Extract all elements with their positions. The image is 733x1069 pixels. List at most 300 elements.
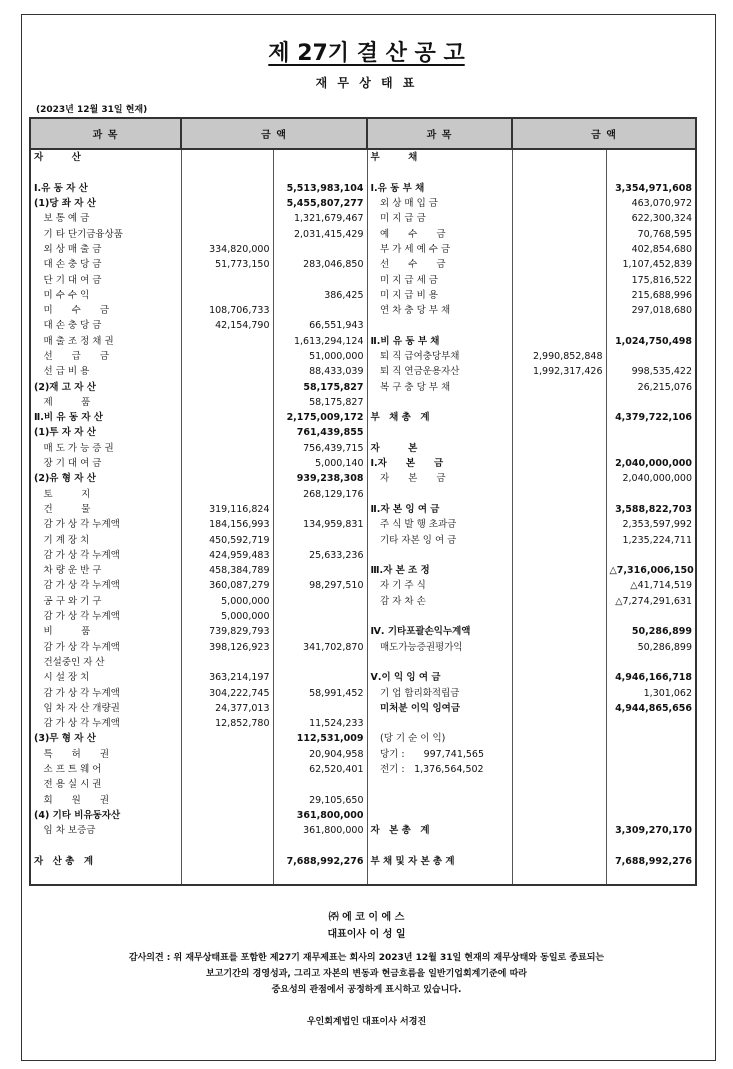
left-account: Ⅱ.비 유 동 자 산 xyxy=(30,410,181,425)
right-total-amount: △7,316,006,150 xyxy=(606,563,696,578)
right-detail-amount xyxy=(512,410,606,425)
right-detail-amount xyxy=(512,548,606,563)
table-row xyxy=(30,226,696,241)
right-total-amount: △7,274,291,631 xyxy=(606,594,696,609)
right-detail-amount xyxy=(512,747,606,762)
left-detail-amount xyxy=(181,747,273,762)
left-total-amount: 5,513,983,104 xyxy=(273,181,367,196)
right-detail-amount xyxy=(512,395,606,410)
right-total-amount: △41,714,519 xyxy=(606,578,696,593)
table-row xyxy=(30,487,696,502)
left-total-amount xyxy=(273,838,367,853)
right-account: 선 수 금 xyxy=(367,257,512,272)
table-row xyxy=(30,869,696,885)
right-account: 연 차 충 당 부 채 xyxy=(367,303,512,318)
left-total-amount: 761,439,855 xyxy=(273,425,367,440)
table-row xyxy=(30,517,696,532)
left-total-amount: 58,175,827 xyxy=(273,379,367,394)
left-account: 미 수 금 xyxy=(30,303,181,318)
left-account: 감 가 상 각 누계액 xyxy=(30,716,181,731)
left-total-amount: 62,520,401 xyxy=(273,762,367,777)
table-row xyxy=(30,196,696,211)
right-detail-amount xyxy=(512,196,606,211)
left-account: 감 가 상 각 누계액 xyxy=(30,548,181,563)
right-account: 자 본 xyxy=(367,441,512,456)
left-detail-amount xyxy=(181,364,273,379)
left-account: 미 수 수 익 xyxy=(30,288,181,303)
left-detail-amount: 450,592,719 xyxy=(181,532,273,547)
right-detail-amount xyxy=(512,471,606,486)
left-account: 보 통 예 금 xyxy=(30,211,181,226)
right-total-amount: 2,353,597,992 xyxy=(606,517,696,532)
left-account: Ⅰ.유 동 자 산 xyxy=(30,181,181,196)
left-total-amount xyxy=(273,701,367,716)
table-row xyxy=(30,441,696,456)
left-detail-amount xyxy=(181,181,273,196)
ceo-name: 대표이사 이 성 일 xyxy=(327,929,406,940)
header-amount-right: 금 액 xyxy=(512,118,696,149)
right-account: 당기 : 997,741,565 xyxy=(367,747,512,762)
left-detail-amount xyxy=(181,410,273,425)
left-total-amount: 361,800,000 xyxy=(273,823,367,838)
left-detail-amount xyxy=(181,838,273,853)
left-account: 감 가 상 각 누계액 xyxy=(30,517,181,532)
right-detail-amount xyxy=(512,288,606,303)
left-detail-amount xyxy=(181,777,273,792)
left-total-amount xyxy=(273,594,367,609)
right-detail-amount xyxy=(512,609,606,624)
left-account: 차 량 운 반 구 xyxy=(30,563,181,578)
right-account xyxy=(367,792,512,807)
table-row xyxy=(30,425,696,440)
company-name: ㈜ 에 코 이 에 스 xyxy=(328,912,405,923)
right-total-amount: 998,535,422 xyxy=(606,364,696,379)
right-total-amount: 3,588,822,703 xyxy=(606,502,696,517)
table-row xyxy=(30,670,696,685)
left-total-amount xyxy=(273,272,367,287)
left-account: 매 도 가 능 증 권 xyxy=(30,441,181,456)
table-row xyxy=(30,471,696,486)
table-row xyxy=(30,624,696,639)
right-account: 미처분 이익 잉여금 xyxy=(367,701,512,716)
left-account: (2)재 고 자 산 xyxy=(30,379,181,394)
right-total-amount: 1,107,452,839 xyxy=(606,257,696,272)
right-detail-amount xyxy=(512,517,606,532)
table-row xyxy=(30,655,696,670)
right-detail-amount xyxy=(512,670,606,685)
right-total-amount: 3,354,971,608 xyxy=(606,181,696,196)
left-total-amount xyxy=(273,609,367,624)
left-account: 매 출 조 정 채 권 xyxy=(30,334,181,349)
left-total-amount xyxy=(273,624,367,639)
right-account: 미 지 급 금 xyxy=(367,211,512,226)
left-total-amount xyxy=(273,670,367,685)
left-detail-amount: 108,706,733 xyxy=(181,303,273,318)
opinion-line: 중요성의 관점에서 공정하게 표시하고 있습니다. xyxy=(271,985,462,995)
table-row xyxy=(30,823,696,838)
left-detail-amount xyxy=(181,149,273,165)
left-detail-amount xyxy=(181,762,273,777)
right-total-amount: 1,024,750,498 xyxy=(606,334,696,349)
left-account xyxy=(30,165,181,180)
right-account: 퇴 직 급여충당부채 xyxy=(367,349,512,364)
left-total-amount xyxy=(273,532,367,547)
right-total-amount: 297,018,680 xyxy=(606,303,696,318)
right-account xyxy=(367,808,512,823)
left-total-amount xyxy=(273,563,367,578)
right-account xyxy=(367,548,512,563)
left-total-amount: 134,959,831 xyxy=(273,517,367,532)
header-account-left: 과 목 xyxy=(30,118,181,149)
right-total-amount xyxy=(606,425,696,440)
right-account: 기 업 합리화적립금 xyxy=(367,685,512,700)
right-total-amount: 1,235,224,711 xyxy=(606,532,696,547)
table-row xyxy=(30,685,696,700)
table-row xyxy=(30,792,696,807)
table-row xyxy=(30,181,696,196)
left-detail-amount: 24,377,013 xyxy=(181,701,273,716)
left-detail-amount: 739,829,793 xyxy=(181,624,273,639)
right-account: 자 본 금 xyxy=(367,471,512,486)
right-total-amount: 4,944,865,656 xyxy=(606,701,696,716)
left-total-amount xyxy=(273,869,367,885)
right-detail-amount xyxy=(512,808,606,823)
left-detail-amount xyxy=(181,349,273,364)
right-detail-amount xyxy=(512,456,606,471)
right-detail-amount xyxy=(512,181,606,196)
right-detail-amount xyxy=(512,701,606,716)
left-total-amount: 2,031,415,429 xyxy=(273,226,367,241)
right-total-amount xyxy=(606,777,696,792)
left-detail-amount xyxy=(181,731,273,746)
left-total-amount: 51,000,000 xyxy=(273,349,367,364)
left-detail-amount: 458,384,789 xyxy=(181,563,273,578)
table-row xyxy=(30,165,696,180)
table-row xyxy=(30,410,696,425)
left-account: 건설중인 자 산 xyxy=(30,655,181,670)
right-total-amount xyxy=(606,395,696,410)
right-account: 감 자 차 손 xyxy=(367,594,512,609)
right-detail-amount xyxy=(512,334,606,349)
left-account: 임 차 보증금 xyxy=(30,823,181,838)
audit-opinion xyxy=(0,950,733,998)
table-row xyxy=(30,838,696,853)
right-detail-amount xyxy=(512,838,606,853)
right-detail-amount xyxy=(512,242,606,257)
right-detail-amount xyxy=(512,594,606,609)
left-account: (4) 기타 비유동자산 xyxy=(30,808,181,823)
right-account: 복 구 충 당 부 채 xyxy=(367,379,512,394)
left-account: 단 기 대 여 금 xyxy=(30,272,181,287)
left-detail-amount xyxy=(181,379,273,394)
right-detail-amount xyxy=(512,655,606,670)
left-account: (2)유 형 자 산 xyxy=(30,471,181,486)
left-total-amount: 5,000,140 xyxy=(273,456,367,471)
left-total-amount: 939,238,308 xyxy=(273,471,367,486)
right-account xyxy=(367,165,512,180)
right-total-amount xyxy=(606,165,696,180)
table-row xyxy=(30,379,696,394)
left-detail-amount xyxy=(181,792,273,807)
table-header-row xyxy=(30,118,696,149)
right-total-amount xyxy=(606,487,696,502)
left-total-amount: 66,551,943 xyxy=(273,318,367,333)
left-total-amount: 361,800,000 xyxy=(273,808,367,823)
table-row xyxy=(30,762,696,777)
left-account: 기 계 장 치 xyxy=(30,532,181,547)
right-detail-amount xyxy=(512,762,606,777)
table-row xyxy=(30,808,696,823)
right-total-amount xyxy=(606,349,696,364)
right-detail-amount xyxy=(512,563,606,578)
left-total-amount xyxy=(273,303,367,318)
right-total-amount: 4,946,166,718 xyxy=(606,670,696,685)
right-account: 자 기 주 식 xyxy=(367,578,512,593)
left-detail-amount: 12,852,780 xyxy=(181,716,273,731)
right-detail-amount xyxy=(512,716,606,731)
table-row xyxy=(30,532,696,547)
right-total-amount xyxy=(606,716,696,731)
right-account: Ⅲ.자 본 조 정 xyxy=(367,563,512,578)
left-account: 감 가 상 각 누계액 xyxy=(30,609,181,624)
table-row xyxy=(30,272,696,287)
right-account xyxy=(367,318,512,333)
auditor-name: 우인회계법인 대표이사 서경진 xyxy=(306,1017,427,1027)
right-detail-amount xyxy=(512,532,606,547)
left-detail-amount xyxy=(181,471,273,486)
right-total-amount: 215,688,996 xyxy=(606,288,696,303)
right-total-amount xyxy=(606,548,696,563)
left-account: 감 가 상 각 누계액 xyxy=(30,578,181,593)
right-total-amount xyxy=(606,869,696,885)
left-detail-amount xyxy=(181,196,273,211)
left-account: (1)당 좌 자 산 xyxy=(30,196,181,211)
right-total-amount xyxy=(606,655,696,670)
right-total-amount xyxy=(606,792,696,807)
left-detail-amount: 5,000,000 xyxy=(181,594,273,609)
right-total-amount: 1,301,062 xyxy=(606,685,696,700)
right-account: 자 본 총 계 xyxy=(367,823,512,838)
opinion-line: 보고기간의 경영성과, 그리고 자본의 변동과 현금흐름을 일반기업회계기준에 따라 xyxy=(206,969,527,979)
table-body xyxy=(30,149,696,885)
left-detail-amount xyxy=(181,334,273,349)
right-total-amount xyxy=(606,762,696,777)
right-detail-amount: 1,992,317,426 xyxy=(512,364,606,379)
right-detail-amount xyxy=(512,869,606,885)
table-row xyxy=(30,456,696,471)
header-amount-left: 금 액 xyxy=(181,118,367,149)
left-total-amount: 98,297,510 xyxy=(273,578,367,593)
right-detail-amount xyxy=(512,257,606,272)
left-account: 회 원 권 xyxy=(30,792,181,807)
right-detail-amount xyxy=(512,303,606,318)
left-total-amount xyxy=(273,165,367,180)
table-row xyxy=(30,716,696,731)
right-detail-amount xyxy=(512,149,606,165)
left-account: 대 손 충 당 금 xyxy=(30,257,181,272)
left-account: 자 산 총 계 xyxy=(30,854,181,869)
right-account: 미 지 급 세 금 xyxy=(367,272,512,287)
left-detail-amount xyxy=(181,425,273,440)
right-total-amount xyxy=(606,838,696,853)
right-detail-amount xyxy=(512,226,606,241)
right-detail-amount xyxy=(512,441,606,456)
left-total-amount: 341,702,870 xyxy=(273,640,367,655)
left-account: 자 산 xyxy=(30,149,181,165)
right-detail-amount xyxy=(512,624,606,639)
right-total-amount: 26,215,076 xyxy=(606,379,696,394)
left-detail-amount: 424,959,483 xyxy=(181,548,273,563)
right-detail-amount xyxy=(512,272,606,287)
left-detail-amount xyxy=(181,211,273,226)
table-row xyxy=(30,747,696,762)
right-account xyxy=(367,395,512,410)
left-detail-amount xyxy=(181,869,273,885)
left-detail-amount xyxy=(181,456,273,471)
left-detail-amount xyxy=(181,808,273,823)
left-total-amount: 25,633,236 xyxy=(273,548,367,563)
left-detail-amount xyxy=(181,288,273,303)
right-total-amount: 402,854,680 xyxy=(606,242,696,257)
right-detail-amount xyxy=(512,318,606,333)
right-account: 외 상 매 입 금 xyxy=(367,196,512,211)
opinion-line: 감사의견 : 위 재무상태표를 포함한 제27기 재무제표는 회사의 2023년 12월 31일 현재의 재무상태와 동일로 종료되는 xyxy=(128,953,605,963)
right-account xyxy=(367,716,512,731)
left-total-amount: 1,321,679,467 xyxy=(273,211,367,226)
left-total-amount: 386,425 xyxy=(273,288,367,303)
table-row xyxy=(30,563,696,578)
left-account: 소 프 트 웨 어 xyxy=(30,762,181,777)
left-account: 전 용 실 시 권 xyxy=(30,777,181,792)
left-detail-amount: 304,222,745 xyxy=(181,685,273,700)
right-total-amount: 70,768,595 xyxy=(606,226,696,241)
right-detail-amount xyxy=(512,165,606,180)
left-detail-amount: 51,773,150 xyxy=(181,257,273,272)
page-title: 제 27기 결 산 공 고 xyxy=(268,41,465,66)
right-total-amount: 2,040,000,000 xyxy=(606,456,696,471)
left-account: 임 차 자 산 개량권 xyxy=(30,701,181,716)
left-detail-amount xyxy=(181,272,273,287)
right-total-amount: 50,286,899 xyxy=(606,624,696,639)
left-total-amount: 58,175,827 xyxy=(273,395,367,410)
right-account: Ⅰ.유 동 부 채 xyxy=(367,181,512,196)
statement-subtitle: 재 무 상 태 표 xyxy=(315,76,418,90)
right-detail-amount xyxy=(512,777,606,792)
left-account: 제 품 xyxy=(30,395,181,410)
right-total-amount xyxy=(606,731,696,746)
right-account: Ⅱ.비 유 동 부 채 xyxy=(367,334,512,349)
left-account: 토 지 xyxy=(30,487,181,502)
right-total-amount xyxy=(606,318,696,333)
left-total-amount: 1,613,294,124 xyxy=(273,334,367,349)
right-account: 퇴 직 연금운용자산 xyxy=(367,364,512,379)
left-detail-amount xyxy=(181,165,273,180)
left-account: (1)투 자 자 산 xyxy=(30,425,181,440)
right-detail-amount xyxy=(512,823,606,838)
table-row xyxy=(30,701,696,716)
right-account xyxy=(367,655,512,670)
right-total-amount: 2,040,000,000 xyxy=(606,471,696,486)
right-total-amount: 622,300,324 xyxy=(606,211,696,226)
right-detail-amount xyxy=(512,211,606,226)
left-account: 공 구 와 기 구 xyxy=(30,594,181,609)
right-total-amount xyxy=(606,149,696,165)
left-detail-amount xyxy=(181,487,273,502)
right-detail-amount xyxy=(512,685,606,700)
right-detail-amount xyxy=(512,425,606,440)
right-total-amount: 4,379,722,106 xyxy=(606,410,696,425)
right-account xyxy=(367,777,512,792)
left-detail-amount: 42,154,790 xyxy=(181,318,273,333)
left-account xyxy=(30,838,181,853)
left-account: 감 가 상 각 누계액 xyxy=(30,640,181,655)
left-total-amount: 29,105,650 xyxy=(273,792,367,807)
left-detail-amount: 360,087,279 xyxy=(181,578,273,593)
table-row xyxy=(30,640,696,655)
table-row xyxy=(30,854,696,869)
right-account: 예 수 금 xyxy=(367,226,512,241)
left-total-amount: 58,991,452 xyxy=(273,685,367,700)
right-total-amount: 3,309,270,170 xyxy=(606,823,696,838)
left-account: 선 급 금 xyxy=(30,349,181,364)
left-detail-amount xyxy=(181,823,273,838)
right-total-amount: 463,070,972 xyxy=(606,196,696,211)
table-row xyxy=(30,334,696,349)
table-row xyxy=(30,318,696,333)
right-total-amount: 7,688,992,276 xyxy=(606,854,696,869)
right-account: 부 채 및 자 본 총 계 xyxy=(367,854,512,869)
left-total-amount: 268,129,176 xyxy=(273,487,367,502)
left-account: (3)무 형 자 산 xyxy=(30,731,181,746)
table-row xyxy=(30,303,696,318)
left-detail-amount: 363,214,197 xyxy=(181,670,273,685)
left-total-amount: 5,455,807,277 xyxy=(273,196,367,211)
right-account xyxy=(367,425,512,440)
left-account xyxy=(30,869,181,885)
left-detail-amount xyxy=(181,854,273,869)
left-account: 시 설 장 치 xyxy=(30,670,181,685)
right-account: Ⅰ.자 본 금 xyxy=(367,456,512,471)
right-detail-amount xyxy=(512,640,606,655)
left-total-amount: 11,524,233 xyxy=(273,716,367,731)
right-detail-amount xyxy=(512,731,606,746)
left-detail-amount xyxy=(181,226,273,241)
table-row xyxy=(30,242,696,257)
right-account: 부 채 총 계 xyxy=(367,410,512,425)
left-total-amount: 20,904,958 xyxy=(273,747,367,762)
header-account-right: 과 목 xyxy=(367,118,512,149)
table-row xyxy=(30,777,696,792)
right-account: Ⅳ. 기타포괄손익누계액 xyxy=(367,624,512,639)
right-account: Ⅱ.자 본 잉 여 금 xyxy=(367,502,512,517)
table-row xyxy=(30,609,696,624)
right-total-amount xyxy=(606,747,696,762)
table-row xyxy=(30,594,696,609)
left-total-amount xyxy=(273,502,367,517)
left-detail-amount: 184,156,993 xyxy=(181,517,273,532)
right-total-amount xyxy=(606,609,696,624)
left-total-amount: 112,531,009 xyxy=(273,731,367,746)
report-date: (2023년 12월 31일 현재) xyxy=(36,105,148,115)
right-total-amount: 50,286,899 xyxy=(606,640,696,655)
left-detail-amount: 334,820,000 xyxy=(181,242,273,257)
left-account: 대 손 충 당 금 xyxy=(30,318,181,333)
table-row xyxy=(30,288,696,303)
table-row xyxy=(30,149,696,165)
left-detail-amount: 398,126,923 xyxy=(181,640,273,655)
left-account: 특 허 권 xyxy=(30,747,181,762)
left-total-amount xyxy=(273,655,367,670)
